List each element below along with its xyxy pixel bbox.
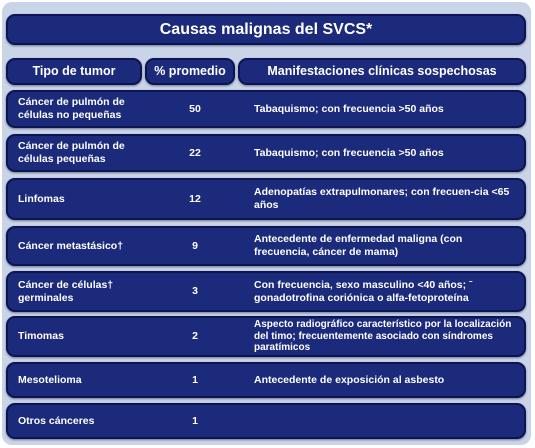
manifest-cell: Tabaquismo; con frecuencia >50 años xyxy=(254,102,444,115)
percent-cell: 2 xyxy=(192,330,198,343)
table-title: Causas malignas del SVCS* xyxy=(6,14,526,45)
tumor-cell: Otros cánceres xyxy=(18,414,95,427)
manifest-cell xyxy=(254,405,519,437)
table-row xyxy=(6,134,526,172)
tumor-cell: Timomas xyxy=(18,330,64,343)
table-row xyxy=(6,178,526,220)
table-row xyxy=(6,271,526,312)
percent-cell: 12 xyxy=(189,192,201,205)
manifest-cell: Aspecto radiográfico característico por la localización del timo; frecuentemente asociado con síndromes paratímicos xyxy=(254,319,512,354)
percent-cell: 1 xyxy=(192,414,198,427)
tumor-cell: Cáncer de células† germinales xyxy=(18,278,114,304)
manifest-cell: Adenopatías extrapulmonares; con frecuen-cia <65 años xyxy=(254,186,510,211)
manifest-cell: Antecedente de exposición al asbesto xyxy=(254,373,445,386)
table-row xyxy=(6,316,526,357)
tumor-cell: Cáncer metastásico† xyxy=(18,239,124,252)
percent-cell: 1 xyxy=(192,373,198,386)
tumor-cell: Cáncer de pulmón de células no pequeñas xyxy=(18,96,125,121)
percent-cell: 22 xyxy=(189,146,201,159)
table-row xyxy=(6,90,526,128)
tumor-cell: Linfomas xyxy=(18,192,65,205)
header-percent: % promedio xyxy=(145,58,235,85)
header-manifestations: Manifestaciones clínicas sospechosas xyxy=(238,58,526,85)
percent-cell: 9 xyxy=(192,239,198,252)
table-row xyxy=(6,362,526,398)
manifest-cell: Con frecuencia, sexo masculino <40 años; ˉ gonadotrofina coriónica o alfa-fetoproteína xyxy=(254,278,473,304)
table-row xyxy=(6,403,526,439)
tumor-cell: Cáncer de pulmón de células pequeñas xyxy=(18,140,125,165)
percent-cell: 50 xyxy=(189,102,201,115)
percent-cell: 3 xyxy=(192,285,198,298)
table-row xyxy=(6,226,526,266)
header-tumor-type: Tipo de tumor xyxy=(6,58,142,85)
tumor-cell: Mesotelioma xyxy=(18,373,82,386)
manifest-cell: Tabaquismo; con frecuencia >50 años xyxy=(254,146,444,159)
manifest-cell: Antecedente de enfermedad maligna (con frecuencia, cáncer de mama) xyxy=(254,233,463,258)
